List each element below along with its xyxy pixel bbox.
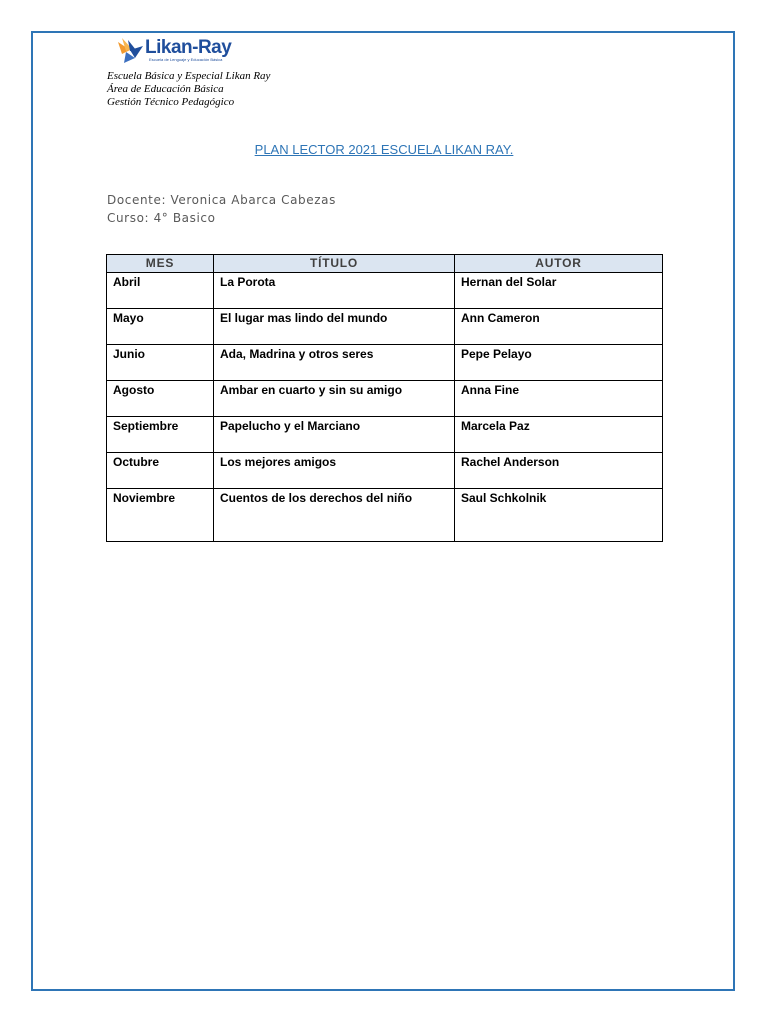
- column-header-titulo: TÍTULO: [214, 255, 455, 273]
- cell-title: Ada, Madrina y otros seres: [214, 345, 455, 381]
- table-row: [107, 381, 663, 417]
- cell-title: Los mejores amigos: [214, 453, 455, 489]
- logo-tagline: Escuela de Lenguaje y Educación Básica: [149, 57, 223, 62]
- cell-month: Abril: [107, 273, 214, 309]
- column-header-autor: AUTOR: [455, 255, 663, 273]
- table-row: [107, 489, 663, 542]
- header-school-name: Escuela Básica y Especial Likan Ray: [107, 70, 271, 82]
- teacher-line: Docente: Veronica Abarca Cabezas: [107, 193, 336, 207]
- cell-author: Pepe Pelayo: [455, 345, 663, 381]
- cell-title: El lugar mas lindo del mundo: [214, 309, 455, 345]
- document-meta: [107, 191, 336, 227]
- cell-author: Ann Cameron: [455, 309, 663, 345]
- cell-month: Mayo: [107, 309, 214, 345]
- column-header-mes: MES: [107, 255, 214, 273]
- cell-month: Agosto: [107, 381, 214, 417]
- school-logo: [116, 38, 231, 64]
- table-row: [107, 417, 663, 453]
- cell-author: Marcela Paz: [455, 417, 663, 453]
- cell-author: Hernan del Solar: [455, 273, 663, 309]
- logo-name: Likan-Ray: [145, 37, 232, 58]
- header-management: Gestión Técnico Pedagógico: [107, 96, 235, 108]
- cell-title: Papelucho y el Marciano: [214, 417, 455, 453]
- cell-month: Octubre: [107, 453, 214, 489]
- table-row: [107, 345, 663, 381]
- reading-plan-table: [106, 254, 663, 542]
- table-row: [107, 453, 663, 489]
- school-header: [107, 70, 270, 109]
- document-title: PLAN LECTOR 2021 ESCUELA LIKAN RAY.: [254, 142, 514, 157]
- cell-month: Junio: [107, 345, 214, 381]
- cell-month: Septiembre: [107, 417, 214, 453]
- cell-author: Anna Fine: [455, 381, 663, 417]
- cell-author: Rachel Anderson: [455, 453, 663, 489]
- cell-title: La Porota: [214, 273, 455, 309]
- table-row: [107, 309, 663, 345]
- cell-title: Ambar en cuarto y sin su amigo: [214, 381, 455, 417]
- header-area: Área de Educación Básica: [107, 83, 224, 95]
- cell-title: Cuentos de los derechos del niño: [214, 489, 455, 542]
- cell-author: Saul Schkolnik: [455, 489, 663, 542]
- table-row: [107, 273, 663, 309]
- table-header-row: [107, 255, 663, 273]
- course-line: Curso: 4° Basico: [107, 211, 216, 225]
- logo-bird-icon: [116, 38, 144, 64]
- cell-month: Noviembre: [107, 489, 214, 542]
